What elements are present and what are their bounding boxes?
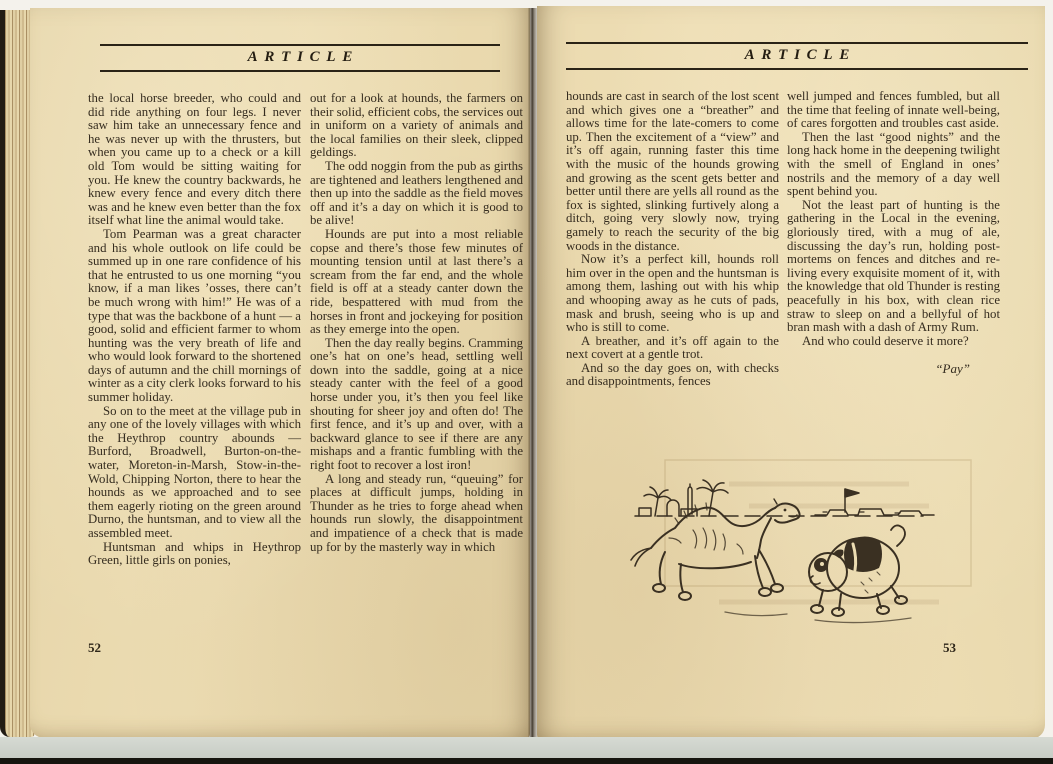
scan-edge [0, 758, 1053, 764]
text-columns-left [88, 92, 530, 568]
camel-and-bulldog-cartoon [609, 452, 1009, 644]
paragraph: Hounds are put into a most reliable copse and there’s those few minutes of mounting tension until at last there’s a scream from the far end, and the whole field is off at a steady canter down the ride, bespattered with mud from the horses in front and jockeying for position as they emerge into the open. [310, 226, 523, 337]
paragraph: Then the day really begins. Cramming one’s hat on one’s head, settling well down into the saddle, going at a nice steady canter with the feel of a good horse under you, it’s then you feel like shouting for sheer joy and often do! The first fence, and it’s up and over, with a backward glance to see if there are any mishaps and a frantic fumbling with the right foot to recover a lost iron! [310, 335, 523, 473]
paragraph: well jumped and fences fumbled, but all the time that feeling of innate well-being, of cares forgotten and troubles cast aside. [787, 89, 1000, 131]
paragraph: Tom Pearman was a great character and his whole outlook on life could be summed up in one rare confidence of his that he entrusted to us one morning “you know, if a man likes ’osses, there can’t be much wrong with him!” He was of a type that was the backbone of a hunt — a good, solid and efficient farmer to whom hunting was the very breath of life and who would look forward to the shortened days of autumn and the chill mornings of winter as a city clerk looks forward to his summer holiday. [88, 226, 301, 405]
camel-tail [631, 548, 651, 566]
page-right [537, 6, 1045, 739]
camel-figure [631, 499, 800, 600]
camel-belly [679, 562, 751, 568]
paragraph: Not the least part of hunting is the gathering in the Local in the evening, gloriously tired, with a mug of ale, discussing the day’s run, holding post-mortems on fences and ditches and re-living every exquisite moment of it, with the knowledge that old Thunder is resting peacefully in his box, with clean rice straw to sleep on and a bellyful of hot bran mash with a dash of Army Rum. [787, 197, 1001, 335]
page-number-right: 53 [943, 640, 956, 655]
text-columns-right [566, 90, 1045, 389]
header-title: ARTICLE [247, 49, 360, 65]
paragraph: And who could deserve it more? [802, 333, 969, 348]
article-header-right [566, 42, 1028, 70]
bulldog-tail [891, 525, 905, 546]
bulldog-saddle [844, 536, 882, 572]
column-2 [787, 90, 1000, 389]
paragraph: Huntsman and whips in Heythrop Green, little girls on ponies, [88, 539, 301, 568]
paragraph: out for a look at hounds, the farmers on their solid, efficient cobs, the services out in uniform on a variety of animals and the local families on their sleek, clipped geldings. [310, 91, 523, 160]
paragraph: A breather, and it’s off again to the next covert at a gentle trot. [566, 333, 779, 362]
page-number-left: 52 [88, 640, 101, 655]
paragraph: And so the day goes on, with checks and disappointments, fences [566, 360, 779, 389]
camel-hatching [669, 503, 743, 554]
paragraph: The odd noggin from the pub as girths are tightened and leathers lengthened and then up into the saddle as the field moves off and it’s a day on which it is good to be alive! [310, 158, 523, 228]
paragraph: A long and steady run, “queuing” for places at difficult jumps, holding in Thunder as he tries to forge ahead when hounds run slowly, the disappointment and impatience of a check that is made up for by the masterly way in which [310, 471, 523, 554]
header-title: ARTICLE [744, 47, 857, 63]
bleed-through-box [665, 460, 971, 602]
header-rule-bottom [100, 70, 500, 72]
paragraph: So on to the meet at the village pub in any one of the lovely villages with which the Heythrop country abounds — Burford, Broadwell, Burton-on-the-water, Moreton-in-Marsh, Stow-in-the-Wold, Chipping Norton, there to hear the hounds as we approached and to see them eagerly rioting on the green around Durno, the huntsman, and to view all the assembled meet. [88, 403, 301, 540]
oasis-skyline [639, 480, 728, 516]
paragraph: Then the last “good nights” and the long hack home in the deepening twilight with the smell of England in ones’ nostrils and the memory of a day well spent behind you. [787, 129, 1000, 199]
paragraph: Now it’s a perfect kill, hounds roll him over in the open and the huntsman is among them, lashing out with his whip and whooping away as he cuts of pads, mask and brush, seeing who is up and who is still to come. [566, 252, 779, 335]
column-1 [566, 90, 779, 389]
paragraph: hounds are cast in search of the lost scent and which gives one a “breather” and allows time for the late-comers to come up. Then the excitement of a “view” and it’s off again, running faster this time with the music of the hounds growing and growing as the scent gets better and better until there are yells all round as the fox is sighted, slinking furtively along a ditch, going very slowly now, trying gamely to reach the security of the big woods in the distance. [566, 89, 779, 253]
author-signature: “Pay” [935, 361, 970, 377]
cartoon-svg [609, 452, 1009, 644]
palm-tree-icon [697, 480, 728, 516]
fort-skyline [815, 489, 934, 515]
paragraph: the local horse breeder, who could and did ride anything on four legs. I never saw him take an unnecessary fence and he was never up with the thrusters, but when you came up to a check or a kill old Tom would be sitting waiting for you. He knew the country backwards, he knew every fence and every ditch there was and he knew even better than the fox itself what line the animal would take. [88, 91, 301, 228]
column-1 [88, 92, 301, 568]
flag-icon [845, 489, 859, 497]
column-2 [310, 92, 523, 568]
page-left [30, 8, 530, 738]
article-header-left [100, 44, 500, 72]
header-rule-bottom [566, 68, 1028, 70]
